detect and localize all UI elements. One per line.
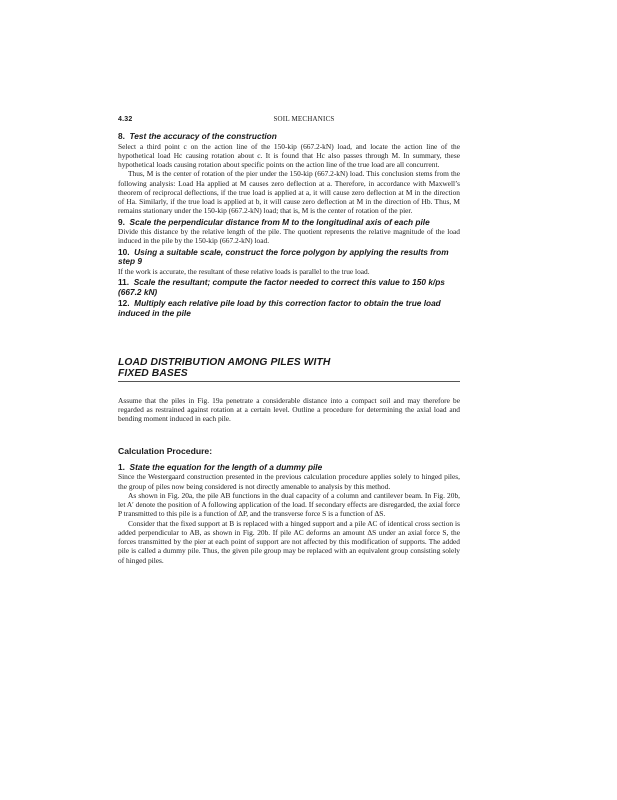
step-paragraph: Select a third point c on the action line of the 150-kip (667.2-kN) load, and locate the action line of the hypothetical load Hc causing rotation about c. It is found that Hc also passes through M. In summary, these hypothetical loads causing rotation about specific points on the action line of the true load are all concurrent. [118,141,460,170]
step-9 [118,218,460,246]
section-title-line: FIXED BASES [118,367,188,379]
step-title: Multiply each relative pile load by this correction factor to obtain the true load induced in the pile [118,298,441,318]
running-title: SOIL MECHANICS [273,115,335,123]
step-11 [118,278,460,297]
step-heading [118,218,460,228]
step-number: 11. [118,277,130,288]
step-heading [118,278,460,297]
step-title: Scale the perpendicular distance from M to the longitudinal axis of each pile [129,216,430,227]
calc-paragraph: Consider that the fixed support at B is replaced with a hinged support and a pile AC of identical cross section is added perpendicular to AB, as shown in Fig. 20b. If pile AC deforms an amount ΔS under an axial force S, the forces transmitted by the pier at each point of support are not affected by this modification of supports. The added pile is called a dummy pile. Thus, the given pile group may be replaced with an equivalent group consisting solely of hinged piles. [118,518,460,565]
step-number: 12. [118,298,130,309]
step-paragraph: Divide this distance by the relative length of the pile. The quotient represents the relative magnitude of the load induced in the pile by the 150-kip (667.2-kN) load. [118,227,460,246]
page-header [118,115,490,123]
page-number: 4.32 [118,116,133,123]
step-heading [118,132,460,142]
step-heading [118,248,460,267]
step-heading [118,463,460,473]
section-title-line: LOAD DISTRIBUTION AMONG PILES WITH [118,356,331,368]
calculation-procedure [118,446,460,565]
section-intro: Assume that the piles in Fig. 19a penetrate a considerable distance into a compact soil and may therefore be regarded as restrained against rotation at a certain level. Outline a procedure for determining the axial load and bending moment induced in each pile. [118,395,460,424]
step-title: Using a suitable scale, construct the force polygon by applying the results from step 9 [118,246,449,267]
step-heading [118,299,460,318]
step-number: 8. [118,131,125,141]
step-number: 1. [118,461,125,472]
calc-paragraph: Since the Westergaard construction presented in the previous calculation procedure applies solely to hinged piles, the group of piles now being considered is not directly amenable to analysis by this method. [118,472,460,491]
calc-heading: Calculation Procedure: [118,445,213,456]
step-number: 10. [118,246,130,257]
step-title: Test the accuracy of the construction [129,131,277,141]
step-8 [118,132,460,216]
step-number: 9. [118,216,125,227]
step-paragraph: Thus, M is the center of rotation of the pier under the 150-kip (667.2-kN) load. This conclusion stems from the following analysis: Load Ha applied at M causes zero deflection at a. Therefore, in accordance with Maxwell’s theorem of reciprocal deflections, if the true load is applied at a, it will cause zero deflection at M in the direction of Ha. Similarly, if the true load is applied at b, it will cause zero deflection at M in the direction of Hb. Thus, M remains stationary under the 150-kip (667.2-kN) load; that is, M is the center of rotation of the pier. [118,169,460,216]
section-load-distribution [118,357,460,424]
calc-paragraph: As shown in Fig. 20a, the pile AB functions in the dual capacity of a column and cantilever beam. In Fig. 20b, let A′ denote the position of A following application of the load. If secondary effects are disregarded, the axial force P transmitted to this pile is a function of ΔP, and the transverse force S is a function of ΔS. [118,490,460,519]
page-content [118,132,460,565]
step-title: State the equation for the length of a dummy pile [129,461,323,472]
step-12 [118,299,460,318]
step-10 [118,248,460,276]
step-title: Scale the resultant; compute the factor needed to correct this value to 150 k/ps (667.2 kN) [118,277,445,297]
step-paragraph: If the work is accurate, the resultant of these relative loads is parallel to the true load. [118,266,370,276]
